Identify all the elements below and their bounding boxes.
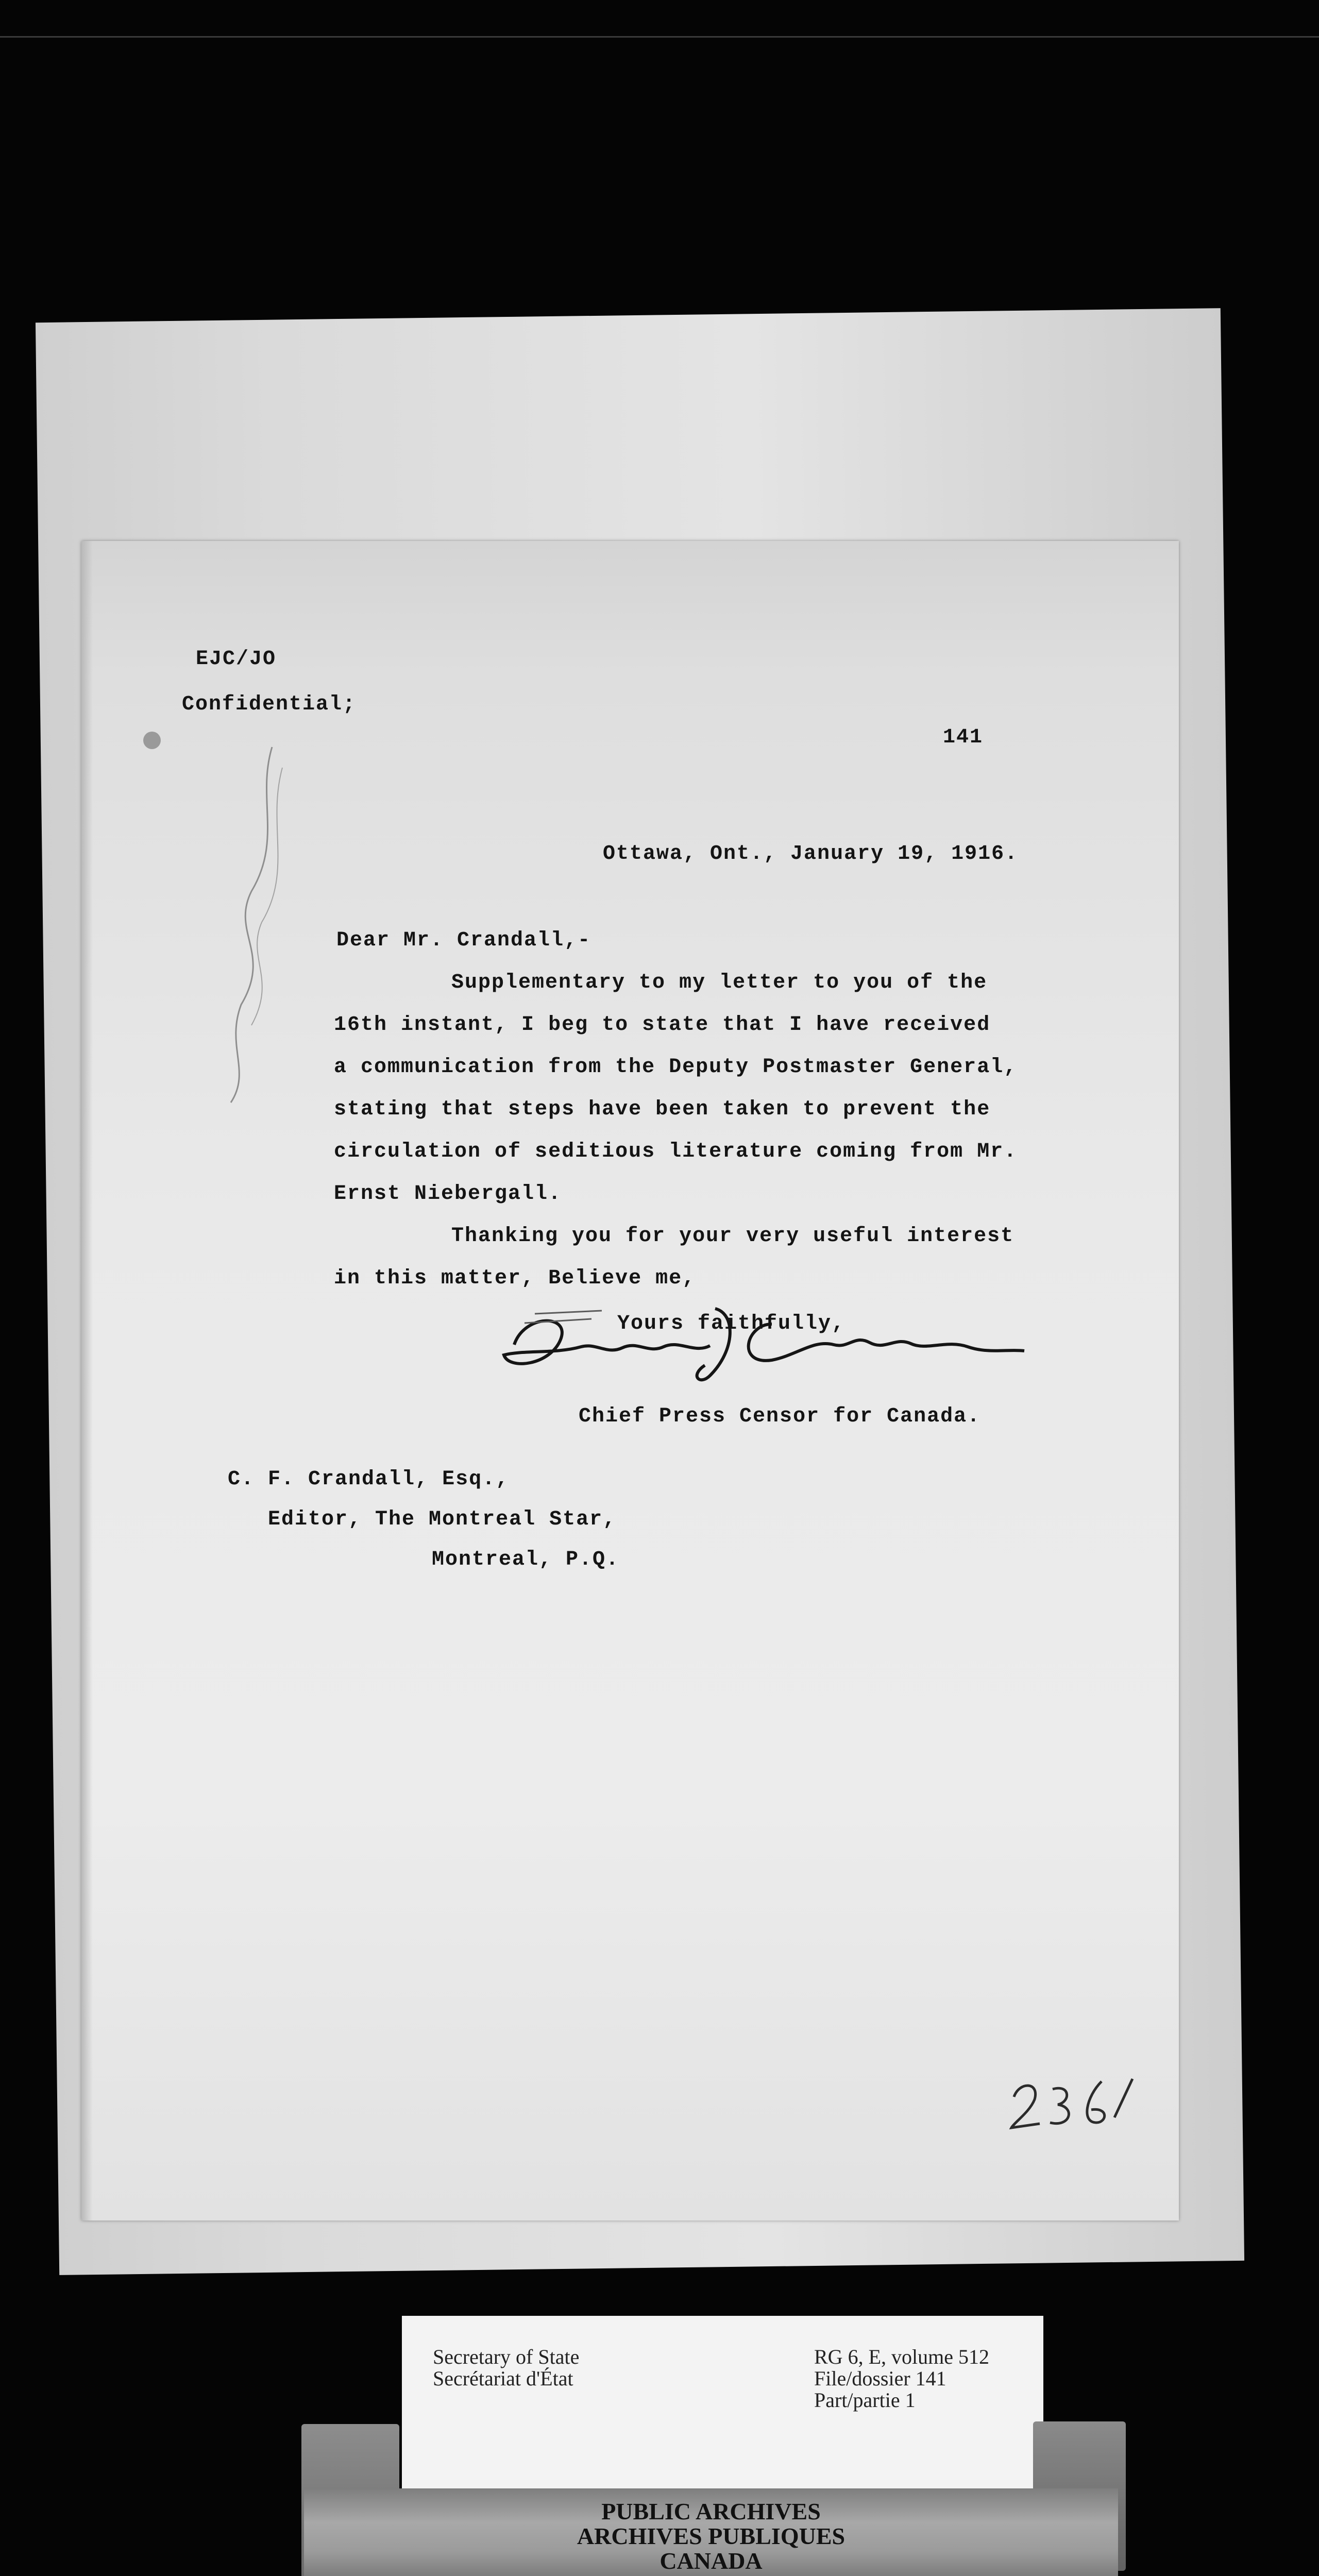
handwritten-folio-number: [1004, 2071, 1138, 2143]
stamp-line: PUBLIC ARCHIVES: [601, 2498, 821, 2524]
body-line: Thanking you for your very useful interest: [451, 1225, 1014, 1248]
closing: Yours faithfully,: [617, 1312, 845, 1335]
letter-shadow-edge: [81, 541, 93, 2221]
body-line: circulation of seditious literature coming from Mr.: [334, 1140, 1018, 1163]
reference-code: EJC/JO: [196, 648, 277, 671]
salutation: Dear Mr. Crandall,-: [336, 929, 591, 952]
label-right-line: File/dossier 141: [814, 2367, 946, 2390]
recipient-name: C. F. Crandall, Esq.,: [228, 1468, 510, 1491]
body-line: stating that steps have been taken to prevent the: [334, 1098, 991, 1121]
stamp-line: ARCHIVES PUBLIQUES: [577, 2523, 845, 2549]
handwritten-signature: [494, 1293, 1029, 1391]
label-right-line: RG 6, E, volume 512: [814, 2345, 989, 2368]
body-line: 16th instant, I beg to state that I have received: [334, 1013, 991, 1037]
archives-stamp-band: [304, 2488, 1118, 2576]
page-number: 141: [943, 726, 984, 749]
body-line: Supplementary to my letter to you of the: [451, 971, 988, 994]
confidential-marking: Confidential;: [182, 693, 357, 716]
scan-top-line: [0, 36, 1319, 38]
signer-title: Chief Press Censor for Canada.: [579, 1405, 981, 1428]
pencil-scribble: [195, 737, 329, 1108]
stamp-line: CANADA: [660, 2548, 763, 2574]
recipient-city: Montreal, P.Q.: [432, 1548, 620, 1571]
body-line: Ernst Niebergall.: [334, 1182, 562, 1206]
body-line: a communication from the Deputy Postmaster General,: [334, 1056, 1018, 1079]
label-right-line: Part/partie 1: [814, 2388, 916, 2412]
punch-hole: [143, 732, 161, 749]
body-line: in this matter, Believe me,: [334, 1267, 696, 1290]
label-left-line: Secrétariat d'État: [433, 2367, 573, 2390]
label-left-line: Secretary of State: [433, 2345, 580, 2368]
typed-letter: [81, 541, 1179, 2221]
dateline: Ottawa, Ont., January 19, 1916.: [603, 842, 1019, 866]
recipient-position: Editor, The Montreal Star,: [268, 1508, 617, 1531]
